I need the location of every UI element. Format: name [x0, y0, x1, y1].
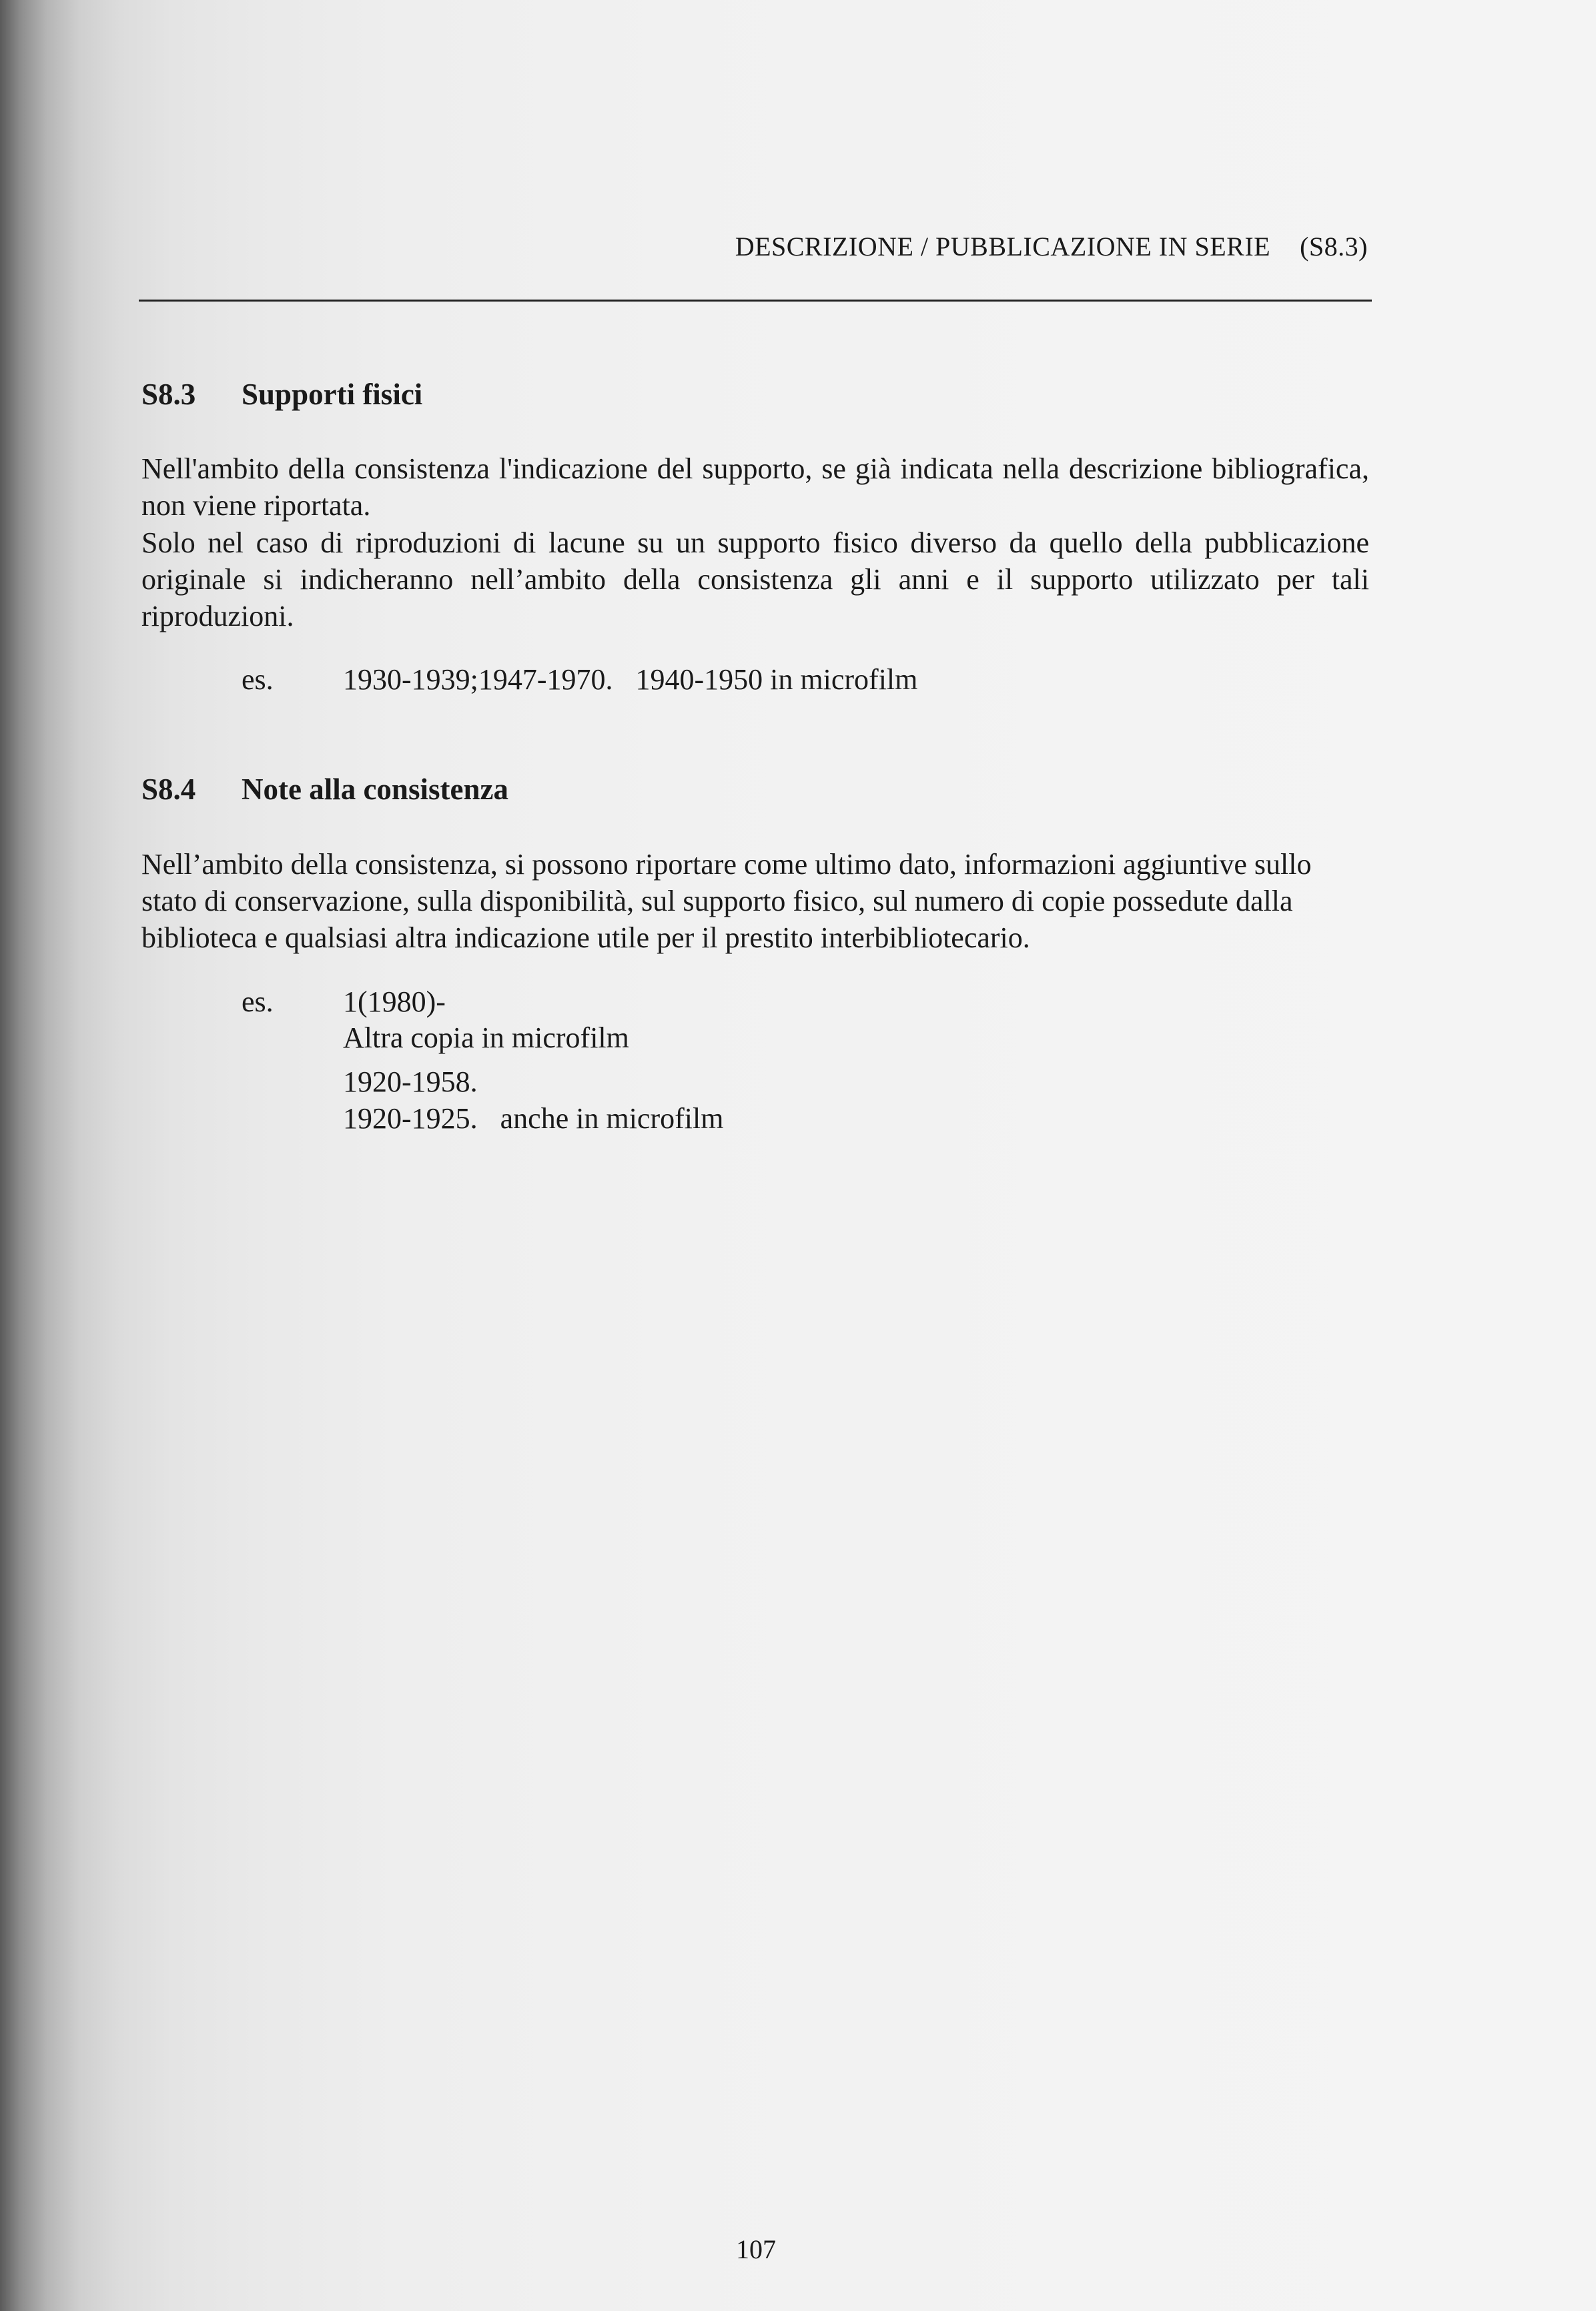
paragraph-note-consistenza: Nell’ambito della consistenza, si possono riportare come ultimo dato, informazioni aggiuntive sullo stato di conservazione, sulla disponibilità, sul supporto fisico, sul numero di copie possedute dalla biblioteca e qualsiasi altra indicazione utile per il prestito interbibliotecario. — [141, 848, 1312, 954]
section-title: Note alla consistenza — [242, 773, 508, 806]
example-label: es. — [242, 985, 274, 1018]
running-head — [735, 231, 1368, 262]
example-label: es. — [242, 663, 274, 696]
running-head-section: (S8.3) — [1300, 232, 1368, 262]
paragraph-riproduzioni: Solo nel caso di riproduzioni di lacune su un supporto fisico diverso da quello della pubblicazione originale si indicheranno nell’ambito della consistenza gli anni e il supporto utilizzato per tali riproduzioni. — [141, 526, 1369, 632]
example-line — [343, 662, 917, 697]
example-note: anche in microfilm — [500, 1102, 724, 1135]
example-line: 1920-1958. — [343, 1065, 478, 1098]
example-line: Altra copia in microfilm — [343, 1021, 629, 1054]
section-number: S8.4 — [141, 773, 196, 806]
page-number: 107 — [736, 2234, 776, 2264]
example-holdings: 1920-1925. — [343, 1102, 478, 1135]
example-holdings: 1930-1939;1947-1970. — [343, 663, 613, 696]
example-line: 1(1980)- — [343, 985, 446, 1018]
paragraph-supporto: Nell'ambito della consistenza l'indicazione del supporto, se già indicata nella descrizione bibliografica, non viene riportata. — [141, 452, 1369, 522]
section-title: Supporti fisici — [242, 378, 423, 411]
example-line — [343, 1101, 723, 1135]
section-heading-s8-3 — [141, 377, 422, 412]
header-rule — [139, 300, 1372, 302]
example-note: 1940-1950 in microfilm — [635, 663, 918, 696]
section-number: S8.3 — [141, 378, 196, 411]
running-head-title: DESCRIZIONE / PUBBLICAZIONE IN SERIE — [735, 232, 1271, 262]
section-heading-s8-4 — [141, 772, 508, 807]
